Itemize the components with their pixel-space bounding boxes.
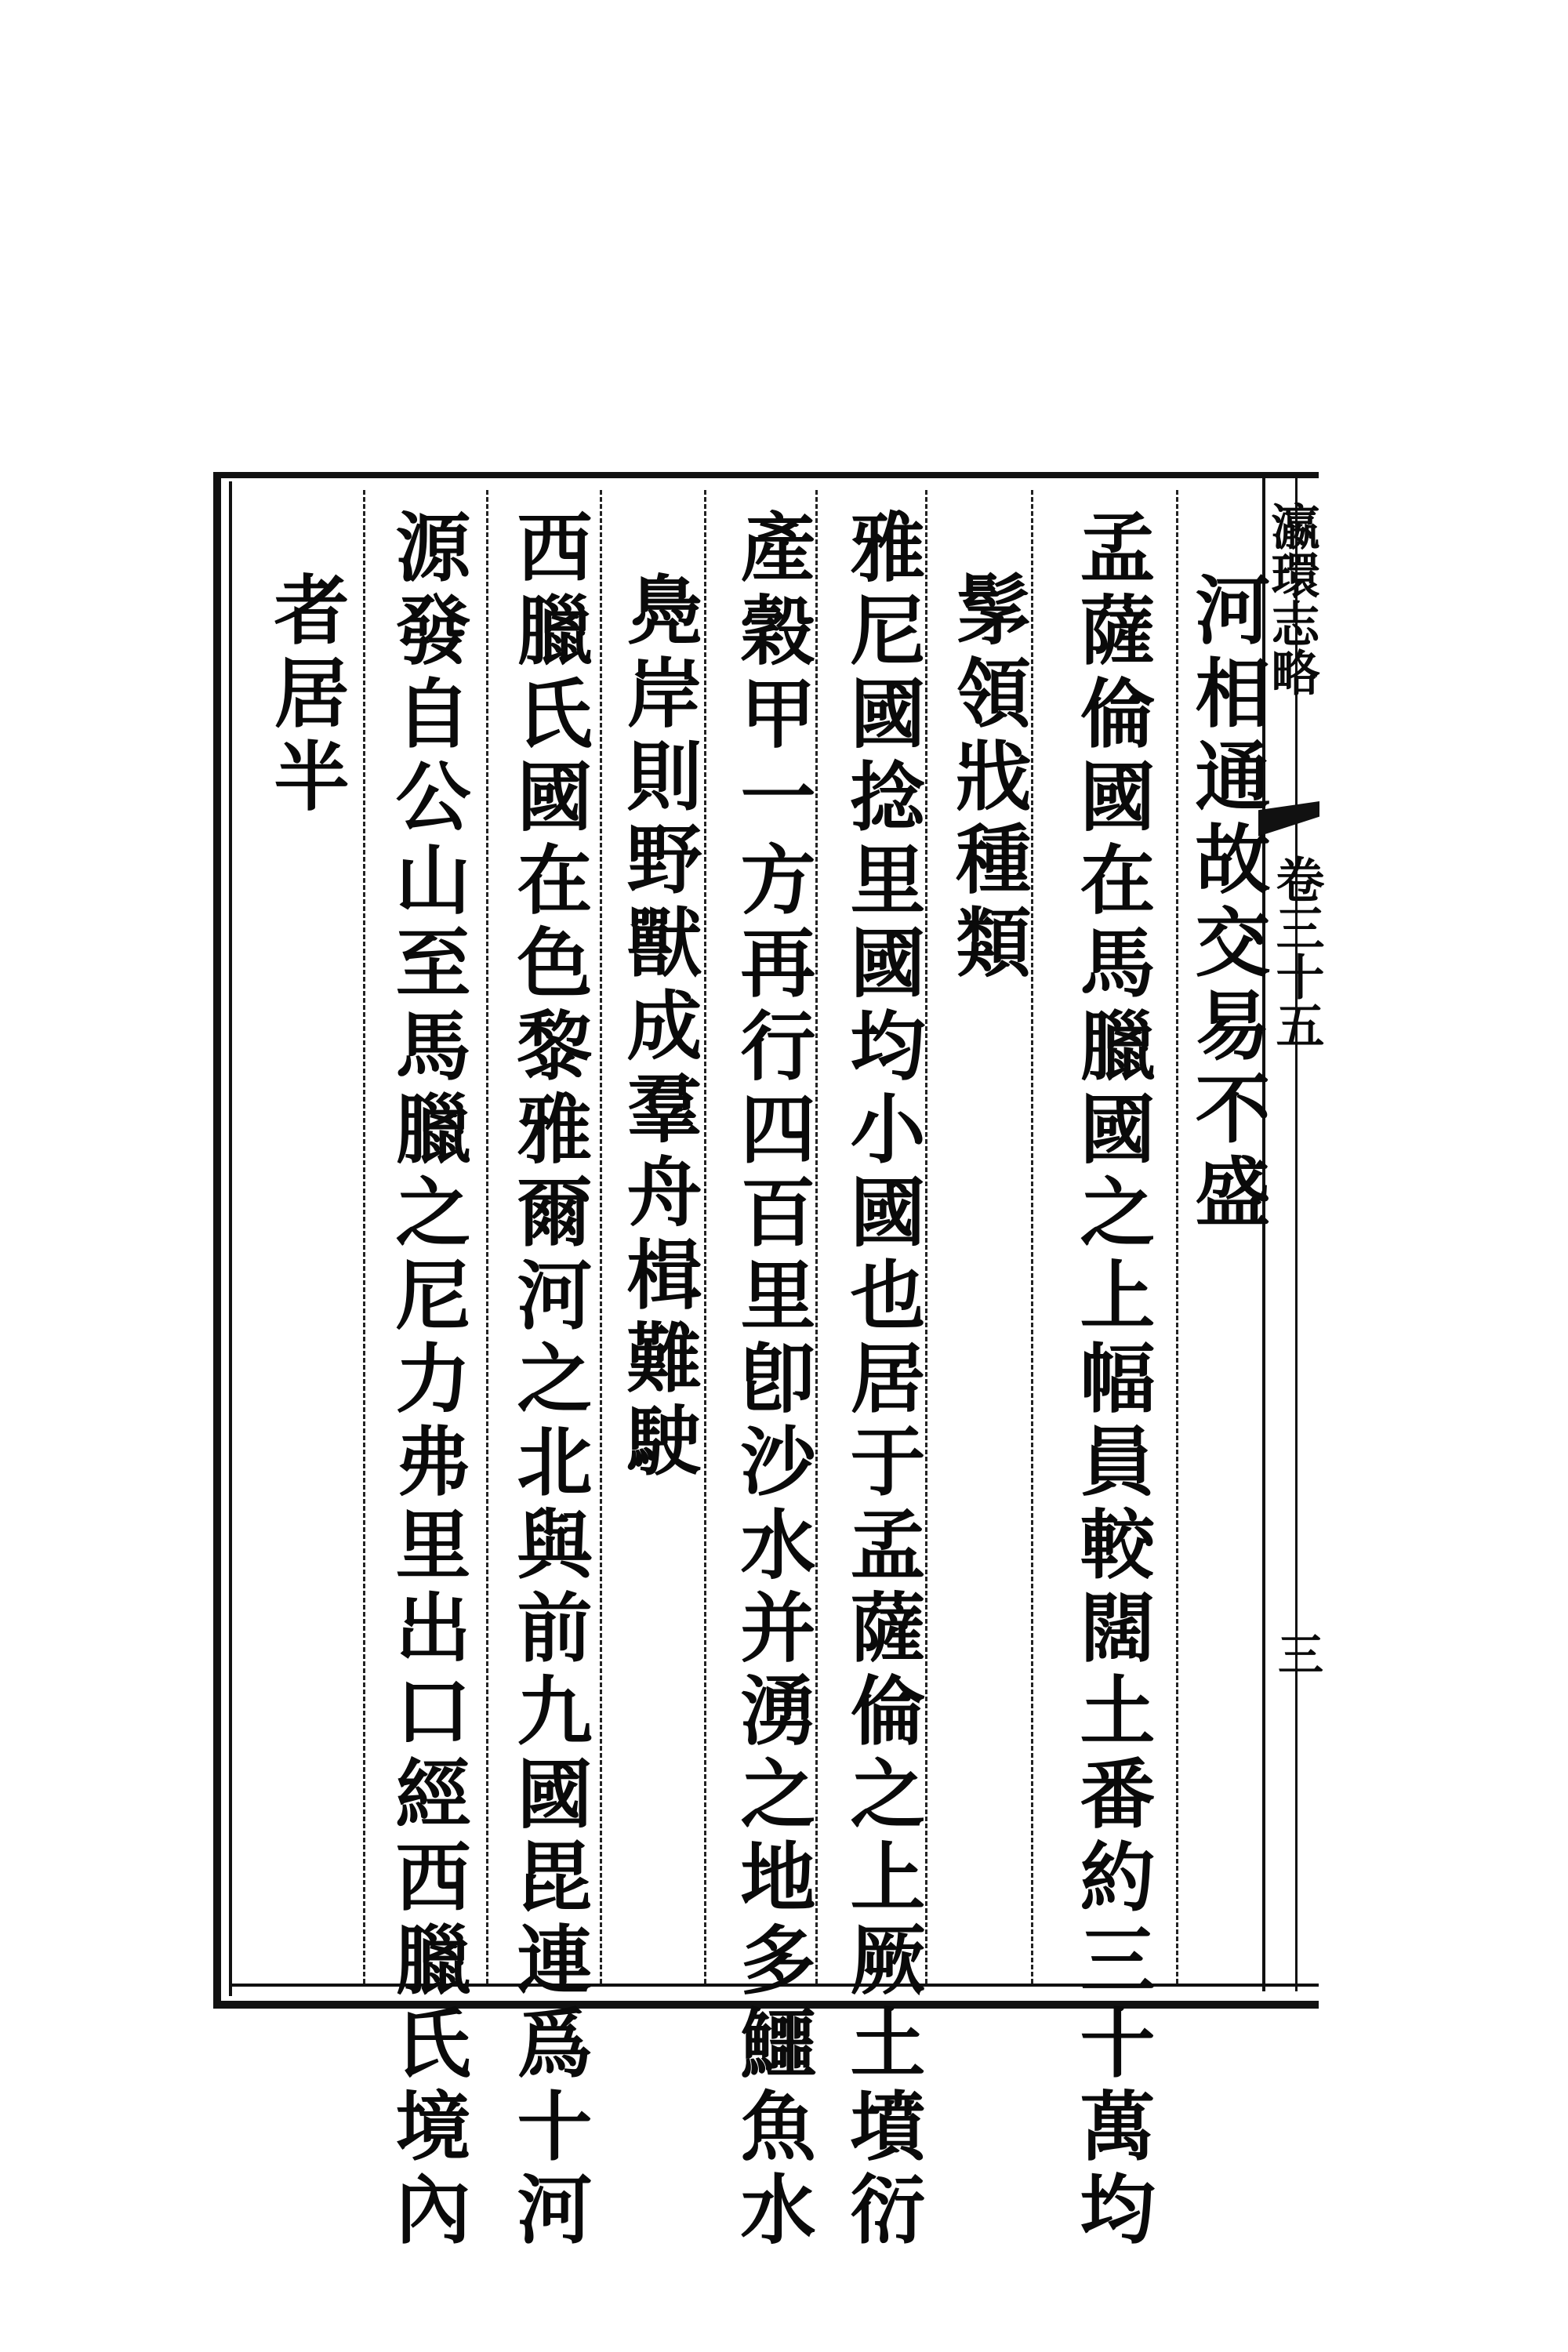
text-column-4: 雅尼國捻里國均小國也居于孟薩倫之上厥土墳衍: [838, 508, 927, 2253]
frame-inner-left-rule: [229, 481, 232, 1996]
margin-volume-label: 卷三十五: [1268, 855, 1325, 1049]
column-divider: [486, 490, 488, 1984]
text-column-5: 產穀甲一方再行四百里卽沙水并湧之地多鱷魚水: [728, 508, 817, 2253]
column-divider: [600, 490, 602, 1984]
text-column-2: 孟薩倫國在馬臘國之上幅員較闊土番約三十萬均: [1068, 508, 1156, 2253]
text-column-1: 河相通故交易不盛: [1183, 571, 1272, 1236]
column-divider: [1176, 490, 1178, 1984]
text-column-8: 源發自公山至馬臘之尼力弗里出口經西臘氏境內: [383, 508, 472, 2253]
column-divider: [363, 490, 365, 1984]
text-column-9: 者居半: [262, 571, 350, 820]
text-column-7: 西臘氏國在色黎雅爾河之北與前九國毘連爲十河: [505, 508, 593, 2253]
text-column-6: 鳧岸則野獸成羣舟楫難駛: [615, 571, 703, 1485]
margin-page-number: 三: [1270, 1631, 1323, 1676]
margin-book-title: 瀛環志略: [1263, 502, 1320, 696]
fold-line-outer: [1295, 478, 1298, 1991]
text-column-3: 髳領戕種類: [944, 571, 1033, 986]
